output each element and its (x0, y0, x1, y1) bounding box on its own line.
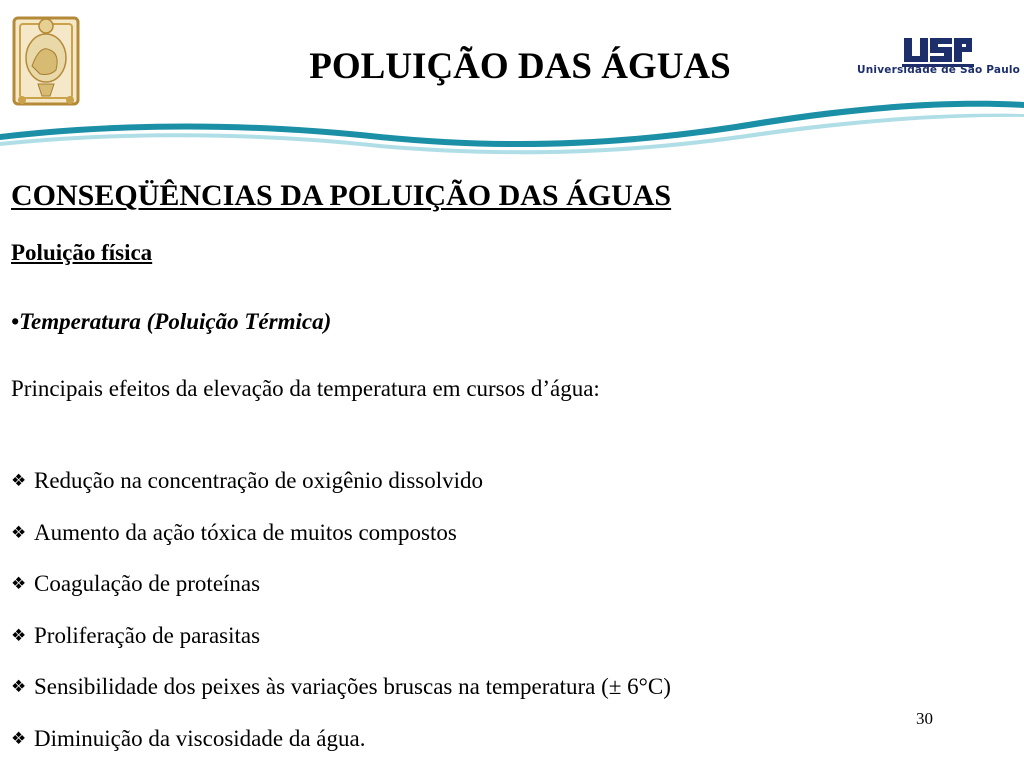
topic-text: Temperatura (Poluição Térmica) (19, 309, 332, 334)
topic-bullet: • (11, 309, 20, 334)
subheading: Poluição física (11, 240, 153, 265)
diamond-bullet-icon: ❖ (11, 471, 27, 491)
effects-list (11, 455, 671, 764)
wave-divider (0, 90, 1024, 160)
list-item (11, 713, 671, 765)
list-item (11, 507, 671, 559)
page-number: 30 (916, 709, 933, 728)
list-item-text: Sensibilidade dos peixes às variações bruscas na temperatura (± 6°C) (34, 674, 671, 699)
intro-text: Principais efeitos da elevação da temperatura em cursos d’água: (11, 376, 600, 401)
list-item (11, 558, 671, 610)
diamond-bullet-icon: ❖ (11, 522, 27, 543)
list-item-text: Redução na concentração de oxigênio dissolvido (34, 468, 483, 493)
diamond-bullet-icon: ❖ (11, 574, 27, 594)
institution-name: Universidade de São Paulo (857, 64, 1021, 76)
list-item (11, 610, 671, 662)
list-item (11, 455, 671, 507)
list-item (11, 661, 671, 713)
list-item-text: Aumento da ação tóxica de muitos compostos (34, 519, 457, 545)
section-heading: CONSEQÜÊNCIAS DA POLUIÇÃO DAS ÁGUAS (11, 179, 672, 212)
list-item-text: Diminuição da viscosidade da água. (34, 725, 366, 751)
topic (11, 309, 331, 334)
diamond-bullet-icon: ❖ (11, 625, 27, 646)
list-item-text: Proliferação de parasitas (34, 622, 261, 648)
page-title: POLUIÇÃO DAS ÁGUAS (309, 46, 731, 87)
diamond-bullet-icon: ❖ (11, 677, 27, 697)
list-item-text: Coagulação de proteínas (34, 571, 261, 596)
diamond-bullet-icon: ❖ (11, 728, 27, 749)
